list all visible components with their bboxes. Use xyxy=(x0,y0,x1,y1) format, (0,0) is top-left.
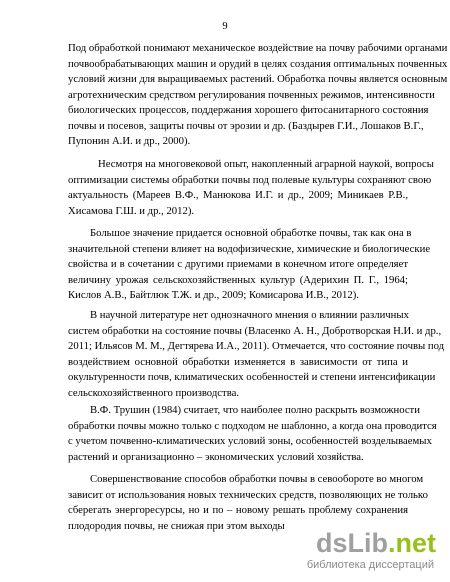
text-line: с учетом почвенно-климатических условий зоны, особенностей возделываемых xyxy=(68,435,432,448)
text-line: условий жизни для выращиваемых растений. Обработка почвы является основным xyxy=(68,73,448,86)
text-line: сельскохозяйственного производства. xyxy=(68,386,240,399)
text-line: В научной литературе нет однозначного мнения о влиянии различных xyxy=(90,309,409,321)
dslib-watermark xyxy=(308,528,436,576)
text-line: сберегать энергоресурсы, но и по – новому решать проблему сохранения xyxy=(68,504,408,517)
text-line: актуальность (Мареев В.Ф., Манюкова И.Г. и др., 2009; Миникаев Р.В., xyxy=(68,189,408,202)
text-line: Совершенствование способов обработки почвы в севообороте во многом xyxy=(90,473,424,485)
paragraph-4 xyxy=(68,308,445,401)
watermark-tagline: библиотека диссертаций xyxy=(306,559,434,571)
text-line: окультуренности почв, климатических особенностей и степени интенсификации xyxy=(68,371,436,384)
text-line: В.Ф. Трушин (1984) считает, что наиболее полно раскрыть возможности xyxy=(90,404,420,416)
text-line: оптимизации системы обработки почвы под полевые культуры сохраняют свою xyxy=(68,173,432,186)
text-line: обработки почвы можно только с подходом не шаблонно, а когда она проводится xyxy=(68,419,437,432)
text-line: почвы и посевов, защиты почвы от эрозии и др. (Баздырев Г.И., Лошаков В.Г., xyxy=(68,119,424,132)
text-line: биологических процессов, поддержания хорошего фитосанитарного состояния xyxy=(68,104,429,117)
page-number: 9 xyxy=(222,21,228,32)
text-line: Пупонин А.И. и др., 2000). xyxy=(68,135,191,148)
text-line: Кислов А.В., Байтлюк Т.Ж. и др., 2009; Комисарова И.В., 2012). xyxy=(68,289,359,302)
paragraph-2 xyxy=(68,157,434,219)
text-line: агротехническим средством регулирования почвенных режимов, интенсивности xyxy=(68,88,435,101)
text-line: растений и организационно – экономических условий хозяйства. xyxy=(68,450,364,463)
paragraph-6 xyxy=(68,472,428,534)
paragraph-3 xyxy=(68,226,431,304)
text-line: плодородия почвы, не снижая при этом выходы xyxy=(68,519,285,532)
text-line: величину урожая сельскохозяйственных культур (Адерихин П. Г., 1964; xyxy=(68,273,408,286)
text-line: систем обработки на состояние почвы (Власенко А. Н., Добротворская Н.И. и др., xyxy=(68,324,442,337)
text-line: Несмотря на многовековой опыт, накопленный аграрной наукой, вопросы xyxy=(98,158,434,170)
text-line: 2011; Ильясов М. М., Дегтярева И.А., 2011). Отмечается, что состояние почвы под xyxy=(68,340,445,353)
text-line: значительной степени влияет на водофизические, химические и биологические xyxy=(68,242,431,255)
text-line: Хисамова Г.Ш. и др., 2012). xyxy=(68,204,195,217)
text-line: Под обработкой понимают механическое воздействие на почву рабочими органами xyxy=(68,42,448,54)
paragraph-5 xyxy=(68,403,437,465)
text-line: почвообрабатывающих машин и орудий в целях создания оптимальных почвенных xyxy=(68,57,448,70)
text-line: зависит от использования новых технических средств, позволяющих не только xyxy=(68,488,428,501)
dslib-logo: dsLib.net xyxy=(315,528,436,558)
text-line: воздействием основной обработки изменяется в зависимости от типа и xyxy=(68,355,408,368)
paragraph-1 xyxy=(68,41,448,150)
text-line: Большое значение придается основной обработке почвы, так как она в xyxy=(90,227,412,239)
text-line: свойства и в сочетании с другими приемами в конечном итоге определяет xyxy=(68,258,408,271)
